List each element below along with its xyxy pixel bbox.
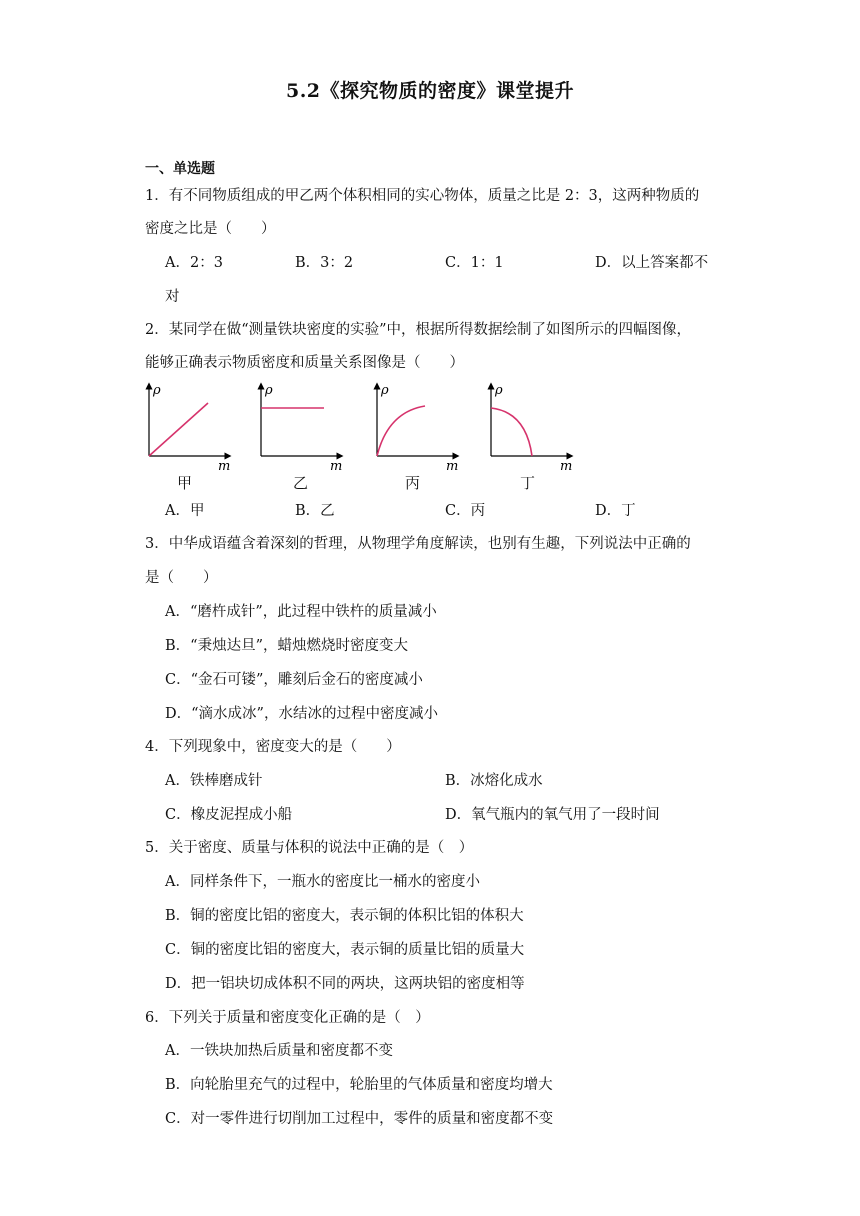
graph-bing-x-label: m [446, 459, 459, 472]
question-4-option-a: A．铁棒磨成针 [165, 773, 263, 789]
graph-ding-curve [491, 408, 532, 456]
question-4-line-1: 4．下列现象中，密度变大的是（ ） [145, 739, 401, 755]
graph-jia-curve [149, 403, 208, 456]
question-5-line-1: 5．关于密度、质量与体积的说法中正确的是（ ） [145, 840, 474, 856]
question-3-option-c: C．“金石可镂”，雕刻后金石的密度减小 [165, 672, 423, 688]
question-1-option-d: D．以上答案都不 [595, 255, 709, 271]
question-2-option-a: A．甲 [165, 503, 205, 519]
question-2-option-c: C．丙 [445, 503, 486, 519]
question-5-option-c: C．铜的密度比铝的密度大，表示铜的质量比铝的质量大 [165, 942, 525, 958]
question-4-option-d: D．氧气瓶内的氧气用了一段时间 [445, 807, 660, 823]
question-3-option-a: A．“磨杵成针”，此过程中铁杵的质量减小 [165, 604, 437, 620]
question-2-line-2: 能够正确表示物质密度和质量关系图像是（ ） [145, 355, 464, 371]
graph-ding [482, 382, 577, 472]
question-5-option-d: D．把一铝块切成体积不同的两块，这两块铝的密度相等 [165, 976, 525, 992]
graph-yi [252, 382, 347, 472]
question-5-option-b: B．铜的密度比铝的密度大，表示铜的体积比铝的体积大 [165, 908, 524, 924]
question-4-option-c: C．橡皮泥捏成小船 [165, 807, 293, 823]
question-6-option-a: A．一铁块加热后质量和密度都不变 [165, 1043, 393, 1059]
question-1-option-a: A．2：3 [165, 255, 223, 271]
question-2-line-1: 2．某同学在做“测量铁块密度的实验”中，根据所得数据绘制了如图所示的四幅图像， [145, 322, 692, 338]
question-4-option-b: B．冰熔化成水 [445, 773, 543, 789]
question-6-option-c: C．对一零件进行切削加工过程中，零件的质量和密度都不变 [165, 1111, 554, 1127]
graph-ding-x-label: m [560, 459, 573, 472]
section-heading: 一、单选题 [145, 161, 215, 177]
graph-jia-y-label: ρ [153, 383, 161, 398]
graph-bing-curve [377, 406, 425, 456]
question-3-option-d: D．“滴水成冰”，水结冰的过程中密度减小 [165, 706, 438, 722]
question-1-line-2: 密度之比是（ ） [145, 221, 276, 237]
question-2-option-d: D．丁 [595, 503, 636, 519]
graph-label-bing: 丙 [405, 474, 421, 492]
question-1-option-b: B．3：2 [295, 255, 354, 271]
question-6-line-1: 6．下列关于质量和密度变化正确的是（ ） [145, 1010, 430, 1026]
graph-yi-y-label: ρ [265, 383, 273, 398]
page-title: 5.2《探究物质的密度》课堂提升 [285, 80, 575, 102]
graph-label-ding: 丁 [520, 474, 536, 492]
graph-label-yi: 乙 [293, 474, 309, 492]
question-1-option-d-wrap: 对 [165, 289, 180, 305]
graph-jia-x-label: m [218, 459, 231, 472]
graph-yi-x-label: m [330, 459, 343, 472]
graph-ding-y-label: ρ [495, 383, 503, 398]
graph-bing-y-label: ρ [381, 383, 389, 398]
question-1-option-c: C．1：1 [445, 255, 504, 271]
graph-jia [140, 382, 235, 472]
question-2-option-b: B．乙 [295, 503, 335, 519]
graph-label-jia: 甲 [177, 474, 193, 492]
question-1-line-1: 1．有不同物质组成的甲乙两个体积相同的实心物体，质量之比是 2：3，这两种物质的 [145, 188, 700, 204]
question-3-line-1: 3．中华成语蕴含着深刻的哲理，从物理学角度解读，也别有生趣，下列说法中正确的 [145, 536, 691, 552]
question-6-option-b: B．向轮胎里充气的过程中，轮胎里的气体质量和密度均增大 [165, 1077, 553, 1093]
graph-bing [368, 382, 463, 472]
question-3-line-2: 是（ ） [145, 570, 218, 586]
question-3-option-b: B．“秉烛达旦”，蜡烛燃烧时密度变大 [165, 638, 408, 654]
question-5-option-a: A．同样条件下，一瓶水的密度比一桶水的密度小 [165, 874, 480, 890]
